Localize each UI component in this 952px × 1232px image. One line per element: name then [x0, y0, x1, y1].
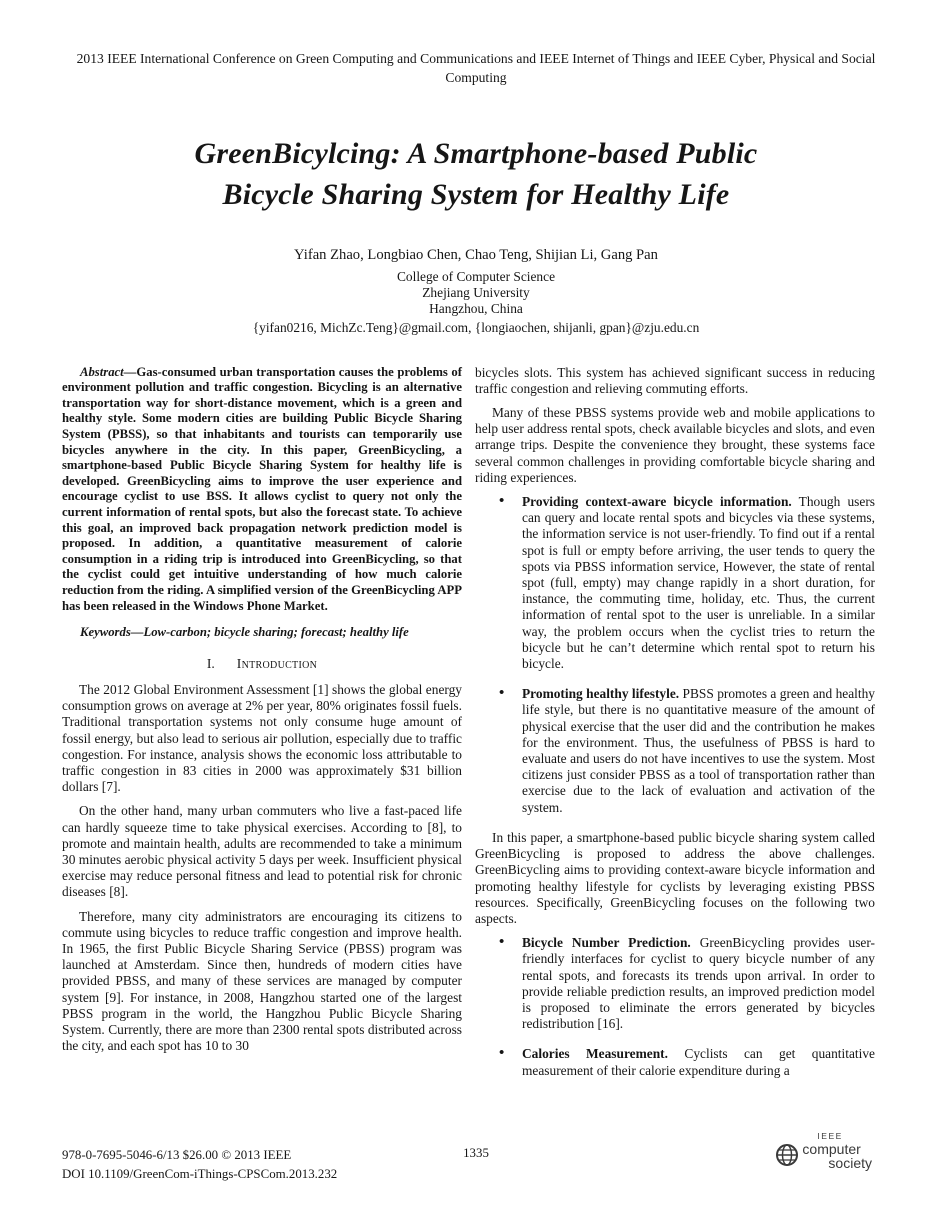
affiliation-university: Zhejiang University — [422, 285, 530, 301]
paper-title — [0, 133, 952, 215]
conference-header: 2013 IEEE International Conference on Green Computing and Communications and IEEE Internet of Things and IEEE Cyber, Physical and Social Computing — [76, 51, 876, 85]
ieee-cs-logo — [775, 1132, 872, 1170]
affiliation-city: Hangzhou, China — [429, 301, 523, 317]
page-number: 1335 — [463, 1146, 489, 1160]
abstract-label: Abstract— — [80, 364, 137, 379]
section-heading-introduction — [62, 656, 462, 672]
left-column — [62, 365, 462, 1093]
bullet-text: Cyclists can get quantitative measurement of their calorie expenditure during a — [522, 1046, 875, 1078]
globe-icon — [775, 1143, 799, 1167]
bullet-text: PBSS promotes a green and healthy life style, but there is no quantitative measure of the amount of physical exercise that the user did and the contribution he makes for the environment. Thus, the usefulness of PBSS is hard to evaluate and users do not have incentives to use the system. Most citizens just consider PBSS as a tool of transportation rather than exercise due to the lack of evaluation and activation of the system. — [522, 686, 875, 815]
page-footer — [62, 1131, 890, 1206]
right-column — [475, 365, 875, 1093]
keywords — [62, 625, 462, 641]
paper-title-line2: Bicycle Sharing System for Healthy Life — [222, 178, 730, 211]
intro-paragraph-2: On the other hand, many urban commuters who live a fast-paced life can hardly squeeze time to take physical exercises. According to [8], to promote and maintain health, adults are recommended to take a minimum 30 minutes aerobic physical activity 5 days per week. Insufficient physical exercise may reduce personal fitness and lead to potential risk for chronic diseases [8]. — [62, 803, 462, 900]
pbss-systems-paragraph: Many of these PBSS systems provide web and mobile applications to help user address rental spots, check available bicycles and slots, and even arrange trips. Despite the convenience they brought, these systems face several common challenges in providing comfortable bicycle sharing and riding experiences. — [475, 405, 875, 485]
keywords-label: Keywords— — [80, 625, 144, 640]
affiliation-block — [0, 269, 952, 318]
bullet-calories-measurement — [522, 1046, 875, 1078]
abstract-text: Gas-consumed urban transportation causes the problems of environment pollution and traffic congestion. Bicycling is an alternative transportation way for short-distance movement, which is a green and healthy style. Some modern cities are building Public Bicycle Sharing System (PBSS), so that inhabitants and tourists can temporarily use bicycles anywhere in the city. In this paper, GreenBicycling, a smartphone-based Public Bicycle Sharing System for healthy life is developed. GreenBicycling aims to improve the user experience and encourage cyclist to use BSS. It allows cyclist to query not only the current information of rental spots, but also the forecast state. To achieve this goal, an improved back propagation network prediction model is proposed. In addition, a quantitative measurement of calorie consumption in a riding trip is introduced into GreenBicycling, so that the cyclist could get intuitive understanding of how much calorie reduction from the riding. A simplified version of the GreenBicycling APP has been released in the Windows Phone Market. — [62, 364, 462, 613]
author-emails: {yifan0216, MichZc.Teng}@gmail.com, {longiaochen, shijanli, gpan}@zju.edu.cn — [252, 319, 700, 335]
paper-title-line1: GreenBicylcing: A Smartphone-based Public — [194, 137, 758, 170]
bullet-lead: Promoting healthy lifestyle. — [522, 686, 680, 702]
two-column-body — [62, 365, 890, 1093]
bullet-healthy-lifestyle — [522, 686, 875, 816]
bullet-context-aware-information — [522, 494, 875, 672]
bullet-text: Though users can query and locate rental spots and bicycles via these systems, the information service is not user-friendly. To find out if a rental spot is full or empty before arriving, the user tends to query the spots via PBSS information service, However, the state of rental spot (full, empty) may change rapidly in a short duration, for instance, the commuting time, holiday, etc. Thus, the current information of rental spot to the user is unreliable. In a similar way, the problem occurs when the cyclist tries to return the bicycle but he can’t determine which rental spot to return his bicycle. — [522, 494, 875, 672]
section-number: I. — [206, 655, 215, 671]
bullet-lead: Bicycle Number Prediction. — [522, 935, 691, 951]
challenges-list — [475, 494, 875, 816]
intro-paragraph-1: The 2012 Global Environment Assessment [1] shows the global energy consumption grows on average at 2% per year, 80% originates fossil fuels. Traditional transportation systems not only consume huge amount of fossil energy, but also lead to serious air pollution, especially due to traffic congestion. For instance, analysis shows the economic loss attributable to traffic congestion in 83 cities in 2000 was approximately $31 billion dollars [7]. — [62, 681, 462, 795]
bullet-lead: Calories Measurement. — [522, 1046, 668, 1062]
paper-overview-paragraph: In this paper, a smartphone-based public bicycle sharing system called GreenBicycling is proposed to address the above challenges. GreenBicycling aims to providing context-aware bicycle information and promoting healthy lifestyle for cyclists by leveraging existing PBSS resources. Specifically, GreenBicycling focuses on the following two aspects. — [475, 829, 875, 926]
intro-paragraph-3: Therefore, many city administrators are encouraging its citizens to commute using bicycles to reduce traffic congestion and improve health. In 1965, the first Public Bicycle Sharing Service (PBSS) program was launched at Amsterdam. Since then, hundreds of modern cities have provided PBSS, and many of these services are managed by computer system [9]. For instance, in 2008, Hangzhou started one of the largest PBSS program in the world, the Hangzhou Public Bicycle Sharing System. Currently, there are more than 2300 rental spots distributed across the city, and each spot has 10 to 30 — [62, 908, 462, 1054]
logo-ieee-text: IEEE — [817, 1131, 843, 1141]
affiliation-college: College of Computer Science — [396, 269, 556, 284]
section-title: Introduction — [236, 655, 318, 671]
keywords-text: Low-carbon; bicycle sharing; forecast; healthy life — [143, 625, 409, 640]
bullet-bicycle-number-prediction — [522, 935, 875, 1032]
ieee-cs-logo-text — [802, 1132, 872, 1170]
abstract — [62, 365, 462, 615]
doi-line: DOI 10.1109/GreenCom-iThings-CPSCom.2013.232 — [62, 1166, 338, 1181]
continuation-paragraph: bicycles slots. This system has achieved significant success in reducing traffic congestion and relieving commuting efforts. — [475, 364, 875, 396]
copyright-line: 978-0-7695-5046-6/13 $26.00 © 2013 IEEE — [62, 1148, 292, 1162]
bullet-lead: Providing context-aware bicycle information. — [522, 494, 792, 510]
logo-computer-text: computer — [802, 1140, 861, 1157]
aspects-list — [475, 935, 875, 1079]
bullet-text: GreenBicycling provides user-friendly interfaces for cyclist to query bicycle number of any rental spots, and forecasts its trends upon arrival. In order to provide reliable prediction results, an improved prediction model is proposed to eliminate the errors generated by bicycles redistribution [16]. — [522, 935, 875, 1032]
logo-society-text: society — [828, 1154, 872, 1171]
author-names: Yifan Zhao, Longbiao Chen, Chao Teng, Shijian Li, Gang Pan — [294, 247, 658, 263]
